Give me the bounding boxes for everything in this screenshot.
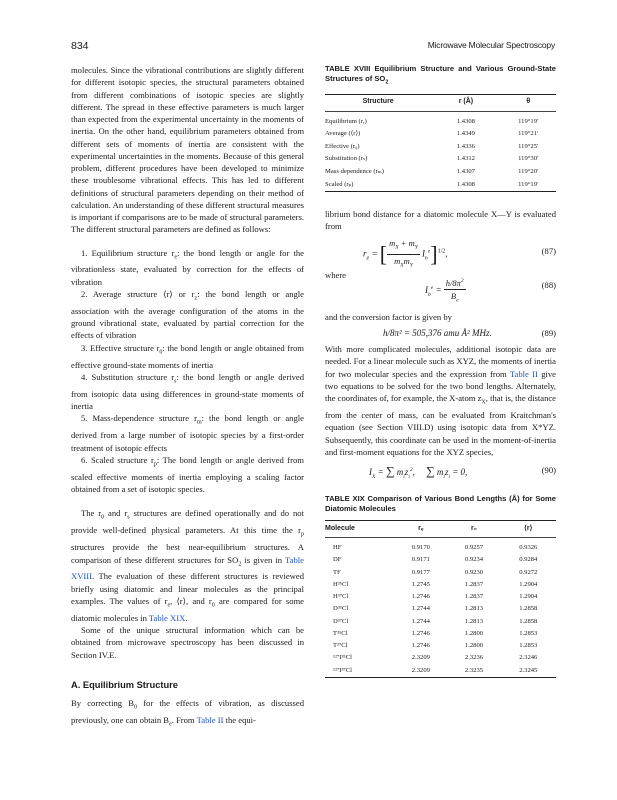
table-caption: TABLE XVIII Equilibrium Structure and Various Ground-State Structures of $SO_2$ xyxy=(325,64,556,86)
equation-87-body: $r_e$ = [ $\frac{m_X + m_Y}{m_Xm_Y}$ $I_b^e]^{1/2}$, xyxy=(363,237,448,269)
equation-89 xyxy=(325,323,556,343)
table-row: Average (⟨r⟩) 1.4349 119°21′ xyxy=(325,130,539,138)
structural-info-paragraph: Some of the unique structural information which can be obtained from microwave spectroscopy has been discussed in Section IV.E. xyxy=(71,625,304,660)
table-row: Equilibrium (rₑ) 1.4308 119°19′ xyxy=(325,117,539,125)
bond-length-table xyxy=(325,520,556,680)
equation-90-body: $I_X$ = ∑ $m_iz_i^2$, ∑ $m_iz_i = 0$, xyxy=(369,464,468,480)
table-row: TF 0.9177 0.9230 0.9272 xyxy=(333,568,538,576)
table-xix xyxy=(325,494,556,680)
conversion-label: and the conversion factor is given by xyxy=(325,311,452,322)
table-ii-link[interactable]: Table II xyxy=(509,368,538,379)
definition-item: 5. Mass-dependence structure $r_m$: the bond length or angle derived from a large number of isotopic species by a first-order treatment of isotopic effects xyxy=(71,413,304,453)
equation-90 xyxy=(325,458,556,482)
linear-molecule-paragraph: With more complicated molecules, additional isotopic data are needed. For a linear molecule such as XYZ, the moments of inertia for two molecular species and the expression from Table II give two equations to be solved for the two bond lengths. Alternately, the coordinates of, for example, the X-atom $z_X$, that is, the distance from the center of mass, can be evaluated from Kraitchman's equation (see Section VIII.D) using isotopic data from X*YZ. Subsequently, this coordinate can be used in the moment-of-inertia and first-moment equations for the XYZ species, xyxy=(325,344,556,457)
table-xix-link[interactable]: Table XIX xyxy=(148,612,186,623)
equation-number: (89) xyxy=(541,328,556,339)
table-row: T³⁷Cl 1.2746 1.2800 1.2853 xyxy=(333,642,538,650)
equation-87 xyxy=(325,233,556,269)
running-title: Microwave Molecular Spectroscopy xyxy=(427,40,555,50)
table-xviii-link[interactable]: Table XVIII xyxy=(71,554,304,582)
table-row: H³⁷Cl 1.2746 1.2837 1.2904 xyxy=(333,593,538,601)
structure-table xyxy=(325,94,556,195)
column-header: r (Å) xyxy=(458,98,474,106)
column-header: θ xyxy=(526,98,531,106)
equation-number: (88) xyxy=(541,279,556,290)
table-row: H³⁵Cl 1.2745 1.2837 1.2904 xyxy=(333,580,538,588)
equation-number: (90) xyxy=(541,465,556,476)
table-row: Substitution (rₛ) 1.4312 119°30′ xyxy=(325,155,539,163)
definition-item: 3. Effective structure $r_0$: the bond length or angle obtained from effective ground-state moments of inertia xyxy=(71,342,304,370)
table-row: T³⁵Cl 1.2746 1.2800 1.2853 xyxy=(333,629,538,637)
equation-88 xyxy=(325,277,556,311)
table-row: D³⁷Cl 1.2744 1.2813 1.2858 xyxy=(333,617,538,625)
table-row: ¹²⁷I³⁷Cl 2.3209 2.3235 2.3245 xyxy=(333,666,538,674)
column-header: r₀ xyxy=(471,524,477,532)
column-header: Structure xyxy=(362,98,394,106)
column-header: Molecule xyxy=(325,524,355,532)
table-row: Mass dependence (rₘ) 1.4307 119°20′ xyxy=(325,168,539,176)
equation-88-body: $I_b^e$ = $\frac{h/8\pi^2}{B_e}$ xyxy=(425,275,466,307)
intro-paragraph: molecules. Since the vibrational contributions are slightly different for different isotopic species, the structural parameters obtained from different combinations of isotopic species are slightly different. The spread in these effective parameters is much larger than expected from the experimental uncertainty in the moments of inertia. On the other hand, equilibrium parameters obtained from different sets of moments of inertia are consistent with the experimental uncertainties in the moments. Because of this general problem, different procedures have been developed to minimize these troublesome vibrational effects. This has led to different definitions of structural parameters depending on their method of calculation. An understanding of these different structural measures is important if comparisons are to be made of structural parameters. The different structural parameters are defined as follows: xyxy=(71,65,304,235)
equation-89-body: h/8π² = 505,376 amu Å² MHz. xyxy=(383,328,492,339)
equilibrium-paragraph: By correcting $B_0$ for the effects of vibration, as discussed previously, one can obtain $B_e$. From Table II the equi- xyxy=(71,698,305,728)
definition-item: 2. Average structure ⟨r⟩ or $r_z$: the bond length or angle association with the average configuration of the atoms in the ground vibrational state, evaluated by partial correction for the effects of vibration xyxy=(71,288,304,341)
definition-item: 1. Equilibrium structure $r_e$: the bond length or angle for the vibrationless state, evaluated by correction for the effects of vibration xyxy=(71,247,304,287)
column-header: ⟨r⟩ xyxy=(524,524,533,532)
table-xviii xyxy=(325,64,556,194)
table-ii-link[interactable]: Table II xyxy=(196,715,224,726)
table-caption: TABLE XIX Comparison of Various Bond Lengths (Å) for Some Diatomic Molecules xyxy=(325,494,556,514)
table-row: Scaled (rₚ) 1.4308 119°19′ xyxy=(325,180,539,188)
table-row: DF 0.9171 0.9234 0.9284 xyxy=(333,556,538,564)
where-label: where xyxy=(325,269,346,280)
comparison-paragraph: The $r_0$ and $r_s$ structures are defined operationally and do not provide well-defined physical parameters. At this time the $r_p$ structures provide the best near-equilibrium structures. A comparison of these different structures for $SO_2$ is given in Table XVIII. The evaluation of these different structures is reviewed briefly using diatomic and linear molecules as the principal examples. The values of $r_e$, ⟨r⟩, and $r_0$ are compared for some diatomic molecules in Table XIX. xyxy=(71,508,304,623)
equation-number: (87) xyxy=(541,245,556,256)
page-number: 834 xyxy=(71,40,89,52)
definition-item: 4. Substitution structure $r_s$: the bond length or angle derived from isotopic data using differences in ground-state moments of inertia xyxy=(71,371,304,412)
definition-item: 6. Scaled structure $r_p$: The bond length or angle derived from scaled effective moments of inertia employing a scaling factor obtained from a set of isotopic species. xyxy=(71,454,304,495)
section-heading: A. Equilibrium Structure xyxy=(71,679,178,690)
table-row: ¹²⁷I³⁵Cl 2.3209 2.3236 2.3246 xyxy=(333,654,538,662)
equilibrium-distance-paragraph: librium bond distance for a diatomic molecule X—Y is evaluated from xyxy=(325,209,556,232)
column-header: rₑ xyxy=(418,524,424,532)
table-row: Effective (r₀) 1.4336 119°25′ xyxy=(325,142,539,150)
left-column xyxy=(71,64,304,731)
right-column xyxy=(325,64,556,680)
table-row: HF 0.9170 0.9257 0.9326 xyxy=(333,544,538,552)
table-row: D³⁵Cl 1.2744 1.2813 1.2858 xyxy=(333,605,538,613)
